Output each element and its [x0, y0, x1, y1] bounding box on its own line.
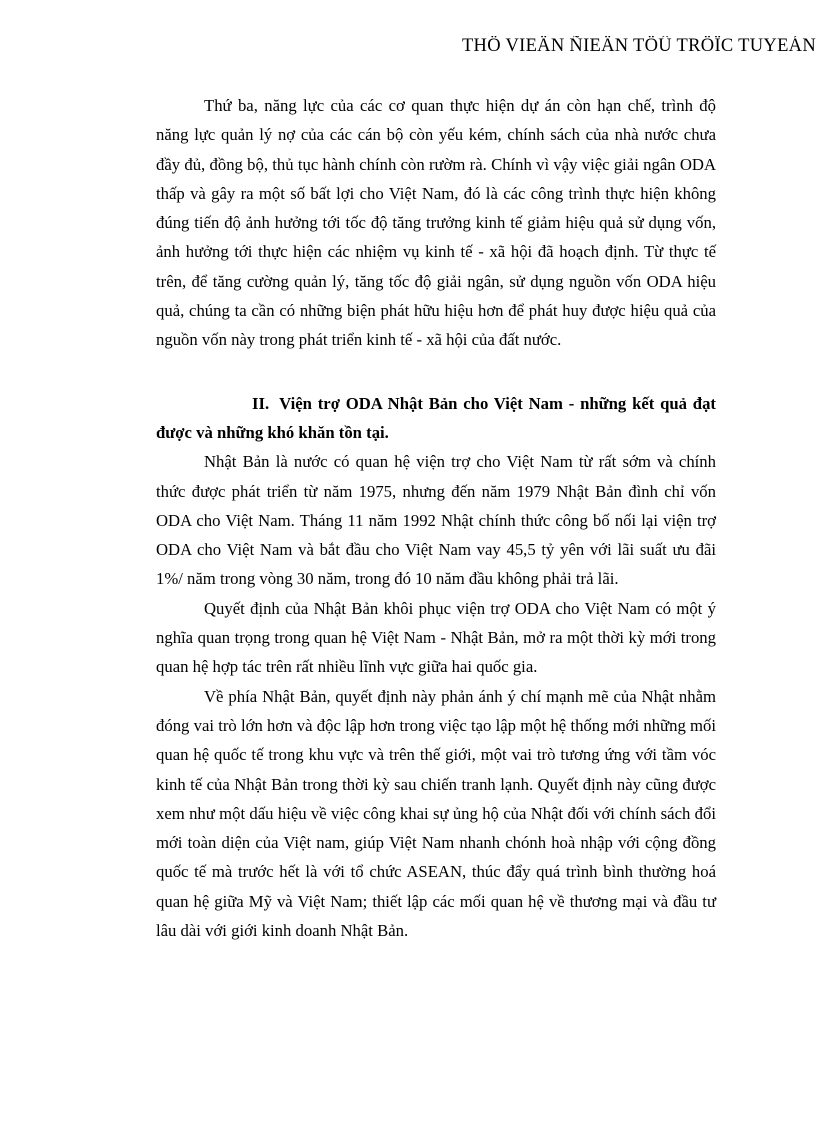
page-header: [0, 36, 816, 57]
document-body: [156, 91, 716, 945]
section-heading: [156, 389, 716, 448]
section-title: Viện trợ ODA Nhật Bản cho Việt Nam - những kết quả đạt được và những khó khăn tồn tại.: [156, 393, 716, 442]
header-title: THÖ VIEÄN ÑIEÄN TÖÛ TRÖÏC TUYEÁN: [461, 36, 816, 56]
paragraph-history: Nhật Bản là nước có quan hệ viện trợ cho Việt Nam từ rất sớm và chính thức được phát triển từ năm 1975, nhưng đến năm 1979 Nhật Bản đình chỉ vốn ODA cho Việt Nam. Tháng 11 năm 1992 Nhật chính thức công bố nối lại viện trợ ODA cho Việt Nam và bắt đầu cho Việt Nam vay 45,5 tỷ yên với lãi suất ưu đãi 1%/ năm trong vòng 30 năm, trong đó 10 năm đầu không phải trả lãi.: [156, 452, 716, 589]
section-number: II.: [252, 393, 270, 413]
paragraph-japan-view: Về phía Nhật Bản, quyết định này phản ánh ý chí mạnh mẽ của Nhật nhằm đóng vai trò lớn hơn và độc lập hơn trong việc tạo lập một hệ thống mới những mối quan hệ quốc tế trong khu vực và trên thế giới, một vai trò tương ứng với tầm vóc kinh tế của Nhật Bản trong thời kỳ sau chiến tranh lạnh. Quyết định này cũng được xem như một dấu hiệu về việc công khai sự ủng hộ của Nhật đối với chính sách đổi mới toàn diện của Việt nam, giúp Việt Nam nhanh chónh hoà nhập với cộng đồng quốc tế mà trước hết là với tổ chức ASEAN, thúc đẩy quá trình bình thường hoá quan hệ giữa Mỹ và Việt Nam; thiết lập các mối quan hệ về thương mại và đầu tư lâu dài với giới kinh doanh Nhật Bản.: [156, 686, 716, 941]
paragraph-intro: Thứ ba, năng lực của các cơ quan thực hiện dự án còn hạn chế, trình độ năng lực quản lý nợ của các cán bộ còn yếu kém, chính sách của nhà nước chưa đầy đủ, đồng bộ, thủ tục hành chính còn rườm rà. Chính vì vậy việc giải ngân ODA thấp và gây ra một số bất lợi cho Việt Nam, đó là các công trình thực hiện không đúng tiến độ ảnh hưởng tới tốc độ tăng trưởng kinh tế giảm hiệu quả sử dụng vốn, ảnh hưởng tới thực hiện các nhiệm vụ kinh tế - xã hội đã hoạch định. Từ thực tế trên, để tăng cường quản lý, tăng tốc độ giải ngân, sử dụng nguồn vốn ODA hiệu quả, chúng ta cần có những biện phát hữu hiệu hơn để phát huy được hiệu quả của nguồn vốn này trong phát triển kinh tế - xã hội của đất nước.: [156, 96, 716, 350]
paragraph-significance: Quyết định của Nhật Bản khôi phục viện trợ ODA cho Việt Nam có một ý nghĩa quan trọng trong quan hệ Việt Nam - Nhật Bản, mở ra một thời kỳ mới trong quan hệ hợp tác trên rất nhiều lĩnh vực giữa hai quốc gia.: [156, 598, 716, 677]
